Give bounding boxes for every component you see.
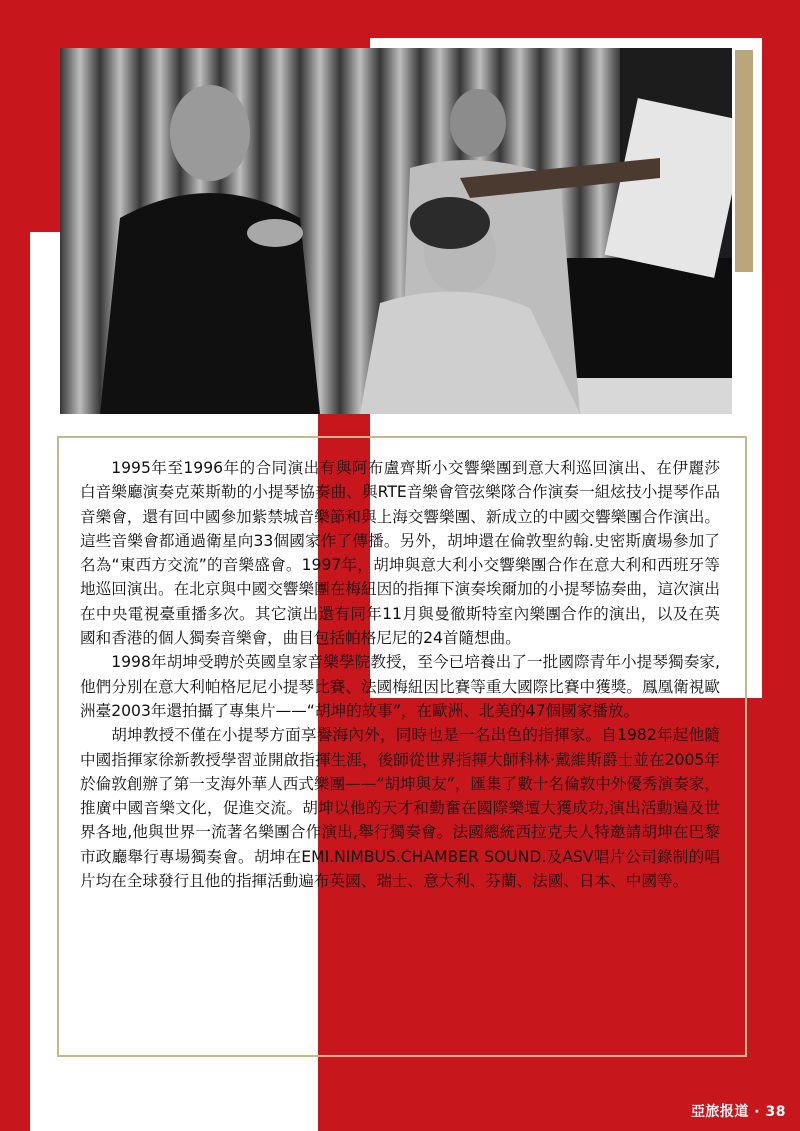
photo-illustration xyxy=(60,48,732,414)
musicians-photo xyxy=(60,48,732,414)
article-paragraph-3: 胡坤教授不僅在小提琴方面享譽海內外，同時也是一名出色的指揮家。自1982年起他隨中國指揮家徐新教授學習並開啟指揮生涯，後師從世界指揮大師科林·戴維斯爵士並在2005年於倫敦創辦了第一支海外華人西式樂團——“胡坤與友”，匯集了數十名倫敦中外優秀演奏家，推廣中國音樂文化，促進交流。胡坤以他的天才和勤奮在國際樂壇大獲成功,演出活動遍及世界各地,他與世界一流著名樂團合作演出,舉行獨奏會。法國總統西拉克夫人特邀請胡坤在巴黎市政廳舉行專場獨奏會。胡坤在EMI.NIMBUS.CHAMBER SOUND.及ASV唱片公司錄制的唱片均在全球發行且他的指揮活動遍布英國、瑞士、意大利、芬蘭、法國、日本、中國等。 xyxy=(80,726,720,891)
article-paragraph-1: 1995年至1996年的合同演出有與阿布盧齊斯小交響樂團到意大利巡回演出、在伊麗莎白音樂廳演奏克萊斯勒的小提琴協奏曲、與RTE音樂會管弦樂隊合作演奏一組炫技小提琴作品音樂會，還有回中國參加紫禁城音樂節和與上海交響樂團、新成立的中國交響樂團合作演出。這些音樂會都通過衛星向33個國家作了傳播。另外，胡坤還在倫敦聖約翰.史密斯廣場參加了名為“東西方交流”的音樂盛會。1997年，胡坤與意大利小交響樂團合作在意大利和西班牙等地巡回演出。在北京與中國交響樂團在梅紐因的指揮下演奏埃爾加的小提琴協奏曲，這次演出在中央電視臺重播多次。其它演出還有同年11月與曼徹斯特室內樂團合作的演出，以及在英國和香港的個人獨奏音樂會，曲目包括帕格尼尼的24首隨想曲。 xyxy=(80,459,720,648)
article-body xyxy=(80,456,720,893)
gold-accent-bar xyxy=(735,50,753,272)
page-footer: 亞旅报道 · 38 xyxy=(690,1104,786,1120)
article-paragraph-2: 1998年胡坤受聘於英國皇家音樂學院教授，至今已培養出了一批國際青年小提琴獨奏家,他們分別在意大利帕格尼尼小提琴比賽、法國梅紐因比賽等重大國際比賽中獲獎。鳳凰衛視歐洲臺2003年還拍攝了專集片——“胡坤的故事”，在歐洲、北美的47個國家播放。 xyxy=(80,653,720,720)
